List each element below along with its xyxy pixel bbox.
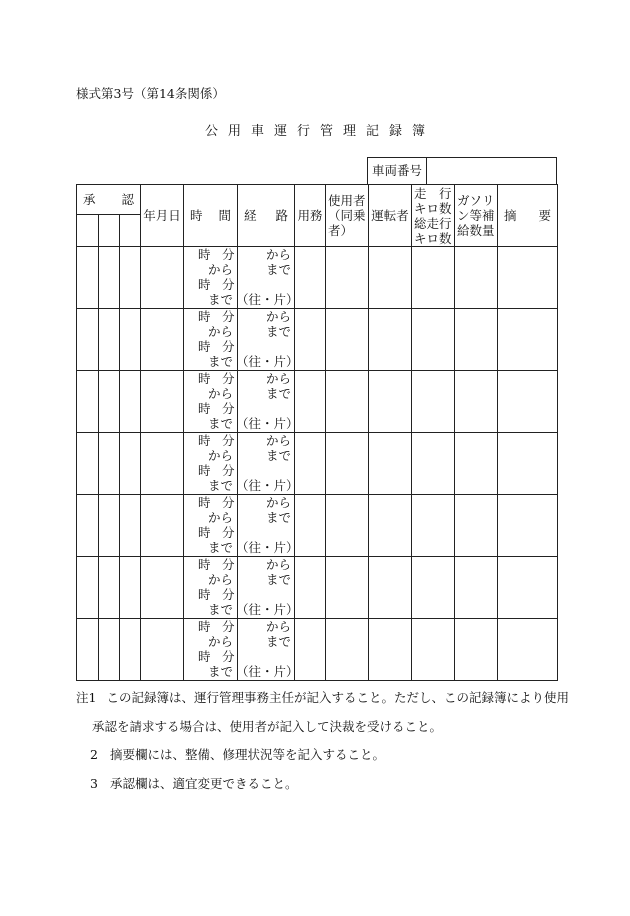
- minute-label: 分: [222, 525, 235, 540]
- purpose-cell[interactable]: [295, 557, 326, 619]
- user-cell[interactable]: [326, 619, 369, 681]
- vehicle-number-box: [367, 157, 557, 185]
- driver-cell[interactable]: [369, 495, 412, 557]
- approval-header: 承 認: [77, 185, 141, 215]
- from-label: から: [208, 572, 234, 587]
- log-row: [77, 557, 558, 619]
- minute-label: 分: [222, 557, 235, 572]
- time-cell[interactable]: [184, 371, 238, 433]
- driver-cell[interactable]: [369, 619, 412, 681]
- remarks-cell[interactable]: [498, 247, 558, 309]
- date-header: 年月日: [141, 185, 184, 247]
- minute-label: 分: [222, 277, 235, 292]
- until-label: まで: [208, 602, 234, 617]
- hour-label: 時: [198, 309, 211, 324]
- form-number-label: 様式第3号（第14条関係）: [76, 86, 225, 101]
- route-cell[interactable]: [236, 309, 299, 371]
- note-item: 2 摘要欄には、整備、修理状況等を記入すること。: [90, 747, 385, 762]
- note-item: 承認を請求する場合は、使用者が記入して決裁を受けること。: [92, 719, 443, 734]
- route-cell[interactable]: [236, 371, 299, 433]
- log-row: [77, 247, 558, 309]
- hour-label: 時: [198, 557, 211, 572]
- minute-label: 分: [222, 371, 235, 386]
- distance-cell[interactable]: [412, 371, 455, 433]
- approval-cell[interactable]: [99, 371, 120, 433]
- approval-cell[interactable]: [77, 309, 99, 371]
- time-header: 時 間: [184, 185, 238, 247]
- from-label: から: [208, 262, 234, 277]
- hour-label: 時: [198, 525, 211, 540]
- time-cell[interactable]: [184, 619, 238, 681]
- fuel-cell[interactable]: [455, 433, 498, 495]
- user-cell[interactable]: [326, 557, 369, 619]
- user-cell[interactable]: [326, 433, 369, 495]
- approval-cell[interactable]: [99, 557, 120, 619]
- time-cell[interactable]: [184, 433, 238, 495]
- round-trip-label: （往・片）: [236, 292, 299, 307]
- date-cell[interactable]: [141, 557, 184, 619]
- round-trip-label: （往・片）: [236, 354, 299, 369]
- user-cell[interactable]: [326, 309, 369, 371]
- round-trip-label: （往・片）: [236, 478, 299, 493]
- date-cell[interactable]: [141, 619, 184, 681]
- minute-label: 分: [222, 463, 235, 478]
- route-until-label: まで: [266, 262, 292, 277]
- round-trip-label: （往・片）: [236, 602, 299, 617]
- time-cell[interactable]: [184, 495, 238, 557]
- vehicle-number-value[interactable]: [428, 158, 556, 184]
- purpose-cell[interactable]: [295, 433, 326, 495]
- purpose-cell[interactable]: [295, 495, 326, 557]
- remarks-cell[interactable]: [498, 433, 558, 495]
- distance-cell[interactable]: [412, 433, 455, 495]
- approval-cell[interactable]: [120, 619, 141, 681]
- distance-cell[interactable]: [412, 247, 455, 309]
- driver-cell[interactable]: [369, 557, 412, 619]
- time-cell[interactable]: [184, 557, 238, 619]
- remarks-cell[interactable]: [498, 371, 558, 433]
- purpose-cell[interactable]: [295, 309, 326, 371]
- route-cell[interactable]: [236, 433, 299, 495]
- from-label: から: [208, 324, 234, 339]
- remarks-cell[interactable]: [498, 495, 558, 557]
- approval-stamp-cell[interactable]: [120, 215, 141, 247]
- approval-stamp-cell[interactable]: [99, 215, 120, 247]
- until-label: まで: [208, 292, 234, 307]
- driver-cell[interactable]: [369, 309, 412, 371]
- approval-cell[interactable]: [77, 371, 99, 433]
- minute-label: 分: [222, 433, 235, 448]
- note-item: 3 承認欄は、適宜変更できること。: [90, 776, 298, 791]
- approval-cell[interactable]: [120, 371, 141, 433]
- until-label: まで: [208, 664, 234, 679]
- log-row: [77, 495, 558, 557]
- until-label: まで: [208, 540, 234, 555]
- route-cell[interactable]: [236, 247, 299, 309]
- log-row: [77, 433, 558, 495]
- route-from-label: から: [266, 557, 292, 572]
- route-until-label: まで: [266, 448, 292, 463]
- route-until-label: まで: [266, 510, 292, 525]
- hour-label: 時: [198, 587, 211, 602]
- approval-cell[interactable]: [120, 247, 141, 309]
- log-row: [77, 371, 558, 433]
- date-cell[interactable]: [141, 371, 184, 433]
- purpose-header: 用務: [295, 185, 326, 247]
- route-from-label: から: [266, 371, 292, 386]
- distance-cell[interactable]: [412, 495, 455, 557]
- vehicle-log-table: [76, 184, 558, 681]
- route-cell[interactable]: [236, 495, 299, 557]
- approval-cell[interactable]: [120, 309, 141, 371]
- approval-cell[interactable]: [120, 433, 141, 495]
- fuel-cell[interactable]: [455, 557, 498, 619]
- hour-label: 時: [198, 495, 211, 510]
- user-cell[interactable]: [326, 371, 369, 433]
- approval-cell[interactable]: [77, 495, 99, 557]
- from-label: から: [208, 386, 234, 401]
- time-cell[interactable]: [184, 247, 238, 309]
- minute-label: 分: [222, 401, 235, 416]
- from-label: から: [208, 634, 234, 649]
- fuel-cell[interactable]: [455, 495, 498, 557]
- round-trip-label: （往・片）: [236, 416, 299, 431]
- round-trip-label: （往・片）: [236, 664, 299, 679]
- route-from-label: から: [266, 247, 292, 262]
- remarks-cell[interactable]: [498, 309, 558, 371]
- hour-label: 時: [198, 649, 211, 664]
- remarks-cell[interactable]: [498, 619, 558, 681]
- minute-label: 分: [222, 619, 235, 634]
- approval-cell[interactable]: [77, 619, 99, 681]
- approval-stamp-cell[interactable]: [77, 215, 99, 247]
- route-until-label: まで: [266, 386, 292, 401]
- route-from-label: から: [266, 619, 292, 634]
- hour-label: 時: [198, 247, 211, 262]
- time-cell[interactable]: [184, 309, 238, 371]
- approval-cell[interactable]: [77, 247, 99, 309]
- approval-cell[interactable]: [99, 309, 120, 371]
- until-label: まで: [208, 354, 234, 369]
- route-cell[interactable]: [236, 557, 299, 619]
- fuel-header: ガソリン等補給数量: [455, 185, 498, 247]
- fuel-cell[interactable]: [455, 309, 498, 371]
- approval-cell[interactable]: [99, 495, 120, 557]
- distance-cell[interactable]: [412, 619, 455, 681]
- fuel-cell[interactable]: [455, 619, 498, 681]
- route-header: 経 路: [238, 185, 295, 247]
- approval-cell[interactable]: [120, 557, 141, 619]
- user-cell[interactable]: [326, 495, 369, 557]
- minute-label: 分: [222, 247, 235, 262]
- page-title: 公用車運行管理記録簿: [204, 124, 435, 139]
- approval-cell[interactable]: [99, 247, 120, 309]
- route-until-label: まで: [266, 324, 292, 339]
- route-until-label: まで: [266, 634, 292, 649]
- from-label: から: [208, 510, 234, 525]
- hour-label: 時: [198, 463, 211, 478]
- minute-label: 分: [222, 339, 235, 354]
- minute-label: 分: [222, 587, 235, 602]
- minute-label: 分: [222, 495, 235, 510]
- until-label: まで: [208, 478, 234, 493]
- approval-cell[interactable]: [77, 433, 99, 495]
- user-cell[interactable]: [326, 247, 369, 309]
- date-cell[interactable]: [141, 495, 184, 557]
- distance-header: 走 行キロ数総走行キロ数: [412, 185, 455, 247]
- hour-label: 時: [198, 401, 211, 416]
- driver-cell[interactable]: [369, 371, 412, 433]
- date-cell[interactable]: [141, 309, 184, 371]
- route-cell[interactable]: [236, 619, 299, 681]
- date-cell[interactable]: [141, 247, 184, 309]
- hour-label: 時: [198, 339, 211, 354]
- minute-label: 分: [222, 649, 235, 664]
- log-row: [77, 619, 558, 681]
- remarks-cell[interactable]: [498, 557, 558, 619]
- log-row: [77, 309, 558, 371]
- hour-label: 時: [198, 619, 211, 634]
- note-item: 注1 この記録簿は、運行管理事務主任が記入すること。ただし、この記録簿により使用: [76, 690, 569, 705]
- until-label: まで: [208, 416, 234, 431]
- approval-cell[interactable]: [77, 557, 99, 619]
- user-header: 使用者（同乗者）: [326, 185, 369, 247]
- date-cell[interactable]: [141, 433, 184, 495]
- fuel-cell[interactable]: [455, 247, 498, 309]
- driver-cell[interactable]: [369, 247, 412, 309]
- driver-cell[interactable]: [369, 433, 412, 495]
- from-label: から: [208, 448, 234, 463]
- hour-label: 時: [198, 433, 211, 448]
- distance-cell[interactable]: [412, 557, 455, 619]
- purpose-cell[interactable]: [295, 619, 326, 681]
- hour-label: 時: [198, 371, 211, 386]
- approval-cell[interactable]: [120, 495, 141, 557]
- approval-cell[interactable]: [99, 619, 120, 681]
- route-from-label: から: [266, 495, 292, 510]
- remarks-header: 摘 要: [498, 185, 558, 247]
- route-from-label: から: [266, 309, 292, 324]
- round-trip-label: （往・片）: [236, 540, 299, 555]
- approval-cell[interactable]: [99, 433, 120, 495]
- route-until-label: まで: [266, 572, 292, 587]
- purpose-cell[interactable]: [295, 247, 326, 309]
- route-from-label: から: [266, 433, 292, 448]
- distance-cell[interactable]: [412, 309, 455, 371]
- minute-label: 分: [222, 309, 235, 324]
- vehicle-number-label: 車両番号: [368, 158, 427, 184]
- hour-label: 時: [198, 277, 211, 292]
- driver-header: 運転者: [369, 185, 412, 247]
- purpose-cell[interactable]: [295, 371, 326, 433]
- fuel-cell[interactable]: [455, 371, 498, 433]
